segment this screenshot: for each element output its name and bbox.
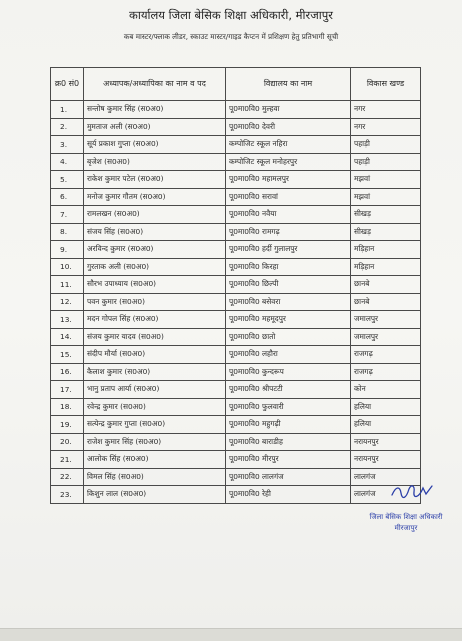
cell-block: राजगढ़ — [351, 346, 421, 364]
cell-school: पू0मा0वि0 लालगंज — [226, 468, 351, 486]
table-header-row — [51, 68, 421, 101]
cell-block: पहाड़ी — [351, 153, 421, 171]
cell-sno: 6. — [51, 188, 84, 206]
signatory-block — [346, 512, 462, 534]
cell-block: सीखड़ — [351, 223, 421, 241]
table-row — [51, 486, 421, 504]
cell-teacher: सूर्य प्रकाश गुप्ता (स0अ0) — [84, 136, 226, 154]
cell-school: पू0मा0वि0 सरावां — [226, 188, 351, 206]
cell-school: पू0मा0वि0 मुल्हवा — [226, 101, 351, 119]
table-row — [51, 468, 421, 486]
cell-block: पहाड़ी — [351, 136, 421, 154]
cell-teacher: मुमताज अली (स0अ0) — [84, 118, 226, 136]
cell-block: मझवां — [351, 188, 421, 206]
cell-school: पू0मा0वि0 छातो — [226, 328, 351, 346]
cell-school: कम्पोजिट स्कूल नहिरा — [226, 136, 351, 154]
cell-block: लालगंज — [351, 486, 421, 504]
cell-school: पू0मा0वि0 श्रीपटटी — [226, 381, 351, 399]
cell-block: मड़िहान — [351, 241, 421, 259]
cell-sno: 19. — [51, 416, 84, 434]
cell-block: मड़िहान — [351, 258, 421, 276]
cell-block: नगर — [351, 101, 421, 119]
cell-school: पू0मा0वि0 महमूदपुर — [226, 311, 351, 329]
cell-sno: 8. — [51, 223, 84, 241]
header-sno: क्र0 सं0 — [51, 68, 84, 101]
cell-teacher: संदीप मौर्या (स0अ0) — [84, 346, 226, 364]
cell-teacher: संजय सिंह (स0अ0) — [84, 223, 226, 241]
cell-block: नरायनपुर — [351, 433, 421, 451]
cell-block: नरायनपुर — [351, 451, 421, 469]
cell-teacher: राजेश कुमार सिंह (स0अ0) — [84, 433, 226, 451]
table-row — [51, 276, 421, 294]
header-teacher: अध्यापक/अध्यापिका का नाम व पद — [84, 68, 226, 101]
cell-block: राजगढ़ — [351, 363, 421, 381]
cell-block: हलिया — [351, 416, 421, 434]
table-row — [51, 206, 421, 224]
cell-teacher: बृजेश (स0अ0) — [84, 153, 226, 171]
signature — [388, 480, 436, 502]
table-row — [51, 223, 421, 241]
participant-table — [50, 67, 421, 504]
cell-school: पू0मा0वि0 महामलपुर — [226, 171, 351, 189]
table-row — [51, 241, 421, 259]
cell-school: पू0मा0वि0 नवैया — [226, 206, 351, 224]
table-body — [51, 101, 421, 504]
header-block: विकास खण्ड — [351, 68, 421, 101]
cell-sno: 22. — [51, 468, 84, 486]
cell-teacher: विमल सिंह (स0अ0) — [84, 468, 226, 486]
cell-sno: 20. — [51, 433, 84, 451]
cell-sno: 11. — [51, 276, 84, 294]
cell-block: जमालपुर — [351, 328, 421, 346]
viewer-footer — [0, 628, 462, 641]
cell-sno: 7. — [51, 206, 84, 224]
cell-school: पू0मा0वि0 किरहा — [226, 258, 351, 276]
document-subtitle: कब मास्टर/फ्लाक लीडर, स्काउट मास्टर/गाइड कैप्टन में प्रशिक्षण हेतु प्रतिभागी सूची — [123, 32, 339, 41]
cell-block: जमालपुर — [351, 311, 421, 329]
table-row — [51, 258, 421, 276]
table-row — [51, 118, 421, 136]
cell-teacher: रामलखन (स0अ0) — [84, 206, 226, 224]
cell-teacher: गुरताक अली (स0अ0) — [84, 258, 226, 276]
cell-teacher: सत्येन्द्र कुमार गुप्ता (स0अ0) — [84, 416, 226, 434]
cell-sno: 16. — [51, 363, 84, 381]
cell-school: पू0मा0वि0 मीरपुर — [226, 451, 351, 469]
cell-sno: 14. — [51, 328, 84, 346]
cell-sno: 9. — [51, 241, 84, 259]
cell-sno: 5. — [51, 171, 84, 189]
cell-block: लालगंज — [351, 468, 421, 486]
table-row — [51, 346, 421, 364]
cell-teacher: सौरभ उपाध्याय (स0अ0) — [84, 276, 226, 294]
cell-school: पू0मा0वि0 बाराडीह — [226, 433, 351, 451]
cell-teacher: किशुन लाल (स0अ0) — [84, 486, 226, 504]
cell-teacher: आलोक सिंह (स0अ0) — [84, 451, 226, 469]
table-row — [51, 328, 421, 346]
cell-sno: 18. — [51, 398, 84, 416]
cell-school: पू0मा0वि0 कुन्दरूप — [226, 363, 351, 381]
cell-school: कम्पोजिट स्कूल मनोहरपुर — [226, 153, 351, 171]
table-row — [51, 171, 421, 189]
cell-school: पू0मा0वि0 लहौरा — [226, 346, 351, 364]
table-row — [51, 311, 421, 329]
table-row — [51, 416, 421, 434]
table-row — [51, 136, 421, 154]
table-row — [51, 433, 421, 451]
cell-block: सीखड़ — [351, 206, 421, 224]
cell-school: पू0मा0वि0 रेही — [226, 486, 351, 504]
cell-school: पू0मा0वि0 फुलवारी — [226, 398, 351, 416]
cell-sno: 13. — [51, 311, 84, 329]
cell-teacher: अरविन्द कुमार (स0अ0) — [84, 241, 226, 259]
cell-block: छानबे — [351, 276, 421, 294]
cell-sno: 12. — [51, 293, 84, 311]
cell-school: पू0मा0वि0 महुगढ़ी — [226, 416, 351, 434]
office-title: कार्यालय जिला बेसिक शिक्षा अधिकारी, मीरजापुर — [129, 8, 333, 22]
signatory-designation: जिला बेसिक शिक्षा अधिकारी — [369, 513, 443, 521]
cell-teacher: मनोज कुमार गौतम (स0अ0) — [84, 188, 226, 206]
cell-sno: 4. — [51, 153, 84, 171]
cell-block: हलिया — [351, 398, 421, 416]
cell-sno: 17. — [51, 381, 84, 399]
cell-sno: 21. — [51, 451, 84, 469]
cell-sno: 3. — [51, 136, 84, 154]
cell-teacher: भानु प्रताप आर्या (स0अ0) — [84, 381, 226, 399]
cell-sno: 10. — [51, 258, 84, 276]
table-row — [51, 188, 421, 206]
table-row — [51, 451, 421, 469]
table-row — [51, 101, 421, 119]
table-row — [51, 293, 421, 311]
cell-teacher: रवेन्द्र कुमार (स0अ0) — [84, 398, 226, 416]
cell-teacher: पवन कुमार (स0अ0) — [84, 293, 226, 311]
cell-school: पू0मा0वि0 रामगढ़ — [226, 223, 351, 241]
cell-sno: 2. — [51, 118, 84, 136]
cell-school: पू0मा0वि0 हर्दी गुलालपुर — [226, 241, 351, 259]
cell-sno: 15. — [51, 346, 84, 364]
cell-teacher: कैलाश कुमार (स0अ0) — [84, 363, 226, 381]
cell-school: पू0मा0वि0 छिल्पी — [226, 276, 351, 294]
signatory-place: मीरजापुर — [394, 524, 418, 532]
cell-teacher: मदन गोपल सिंह (स0अ0) — [84, 311, 226, 329]
cell-sno: 1. — [51, 101, 84, 119]
table-row — [51, 381, 421, 399]
cell-teacher: सन्तोष कुमार सिंह (स0अ0) — [84, 101, 226, 119]
cell-sno: 23. — [51, 486, 84, 504]
cell-teacher: राकेश कुमार पटेल (स0अ0) — [84, 171, 226, 189]
cell-school: पू0मा0वि0 बसेवरा — [226, 293, 351, 311]
cell-school: पू0मा0वि0 देवरी — [226, 118, 351, 136]
cell-block: मझवां — [351, 171, 421, 189]
cell-block: कोन — [351, 381, 421, 399]
table-row — [51, 363, 421, 381]
cell-block: छानबे — [351, 293, 421, 311]
cell-block: नगर — [351, 118, 421, 136]
table-row — [51, 153, 421, 171]
table-row — [51, 398, 421, 416]
cell-teacher: संजय कुमार यादव (स0अ0) — [84, 328, 226, 346]
header-school: विद्यालय का नाम — [226, 68, 351, 101]
